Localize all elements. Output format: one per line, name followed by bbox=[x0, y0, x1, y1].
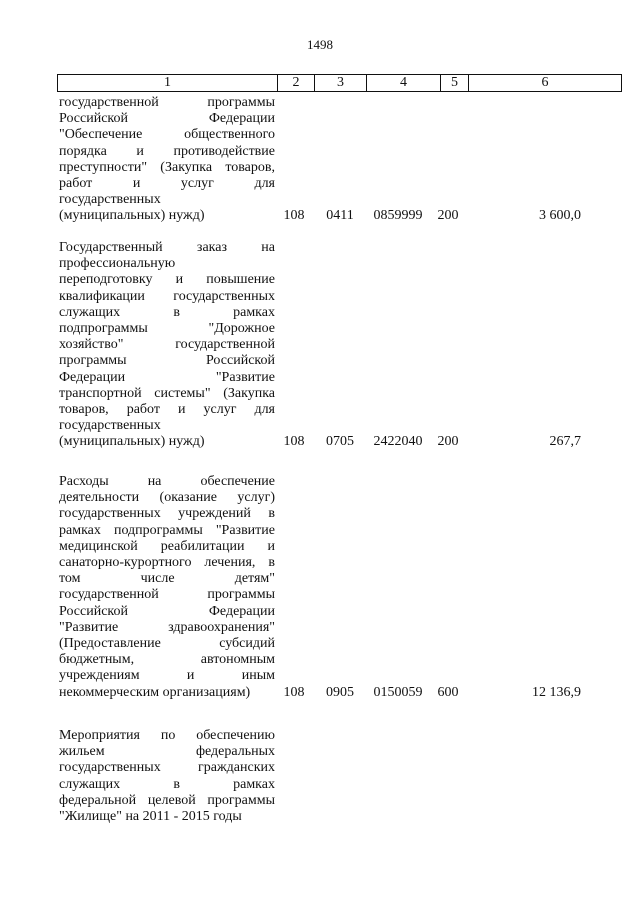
description-line: (Предоставление субсидий bbox=[59, 636, 275, 652]
cell-column-5: 200 bbox=[437, 434, 459, 450]
column-header-4: 4 bbox=[367, 75, 441, 92]
cell-column-3: 0705 bbox=[326, 434, 354, 450]
description-line: "Развитие здравоохранения" bbox=[59, 619, 275, 635]
cell-column-4: 0859999 bbox=[373, 208, 423, 224]
description-line: Государственный заказ на bbox=[59, 240, 275, 255]
description-line: деятельности (оказание услуг) bbox=[59, 490, 275, 506]
description-line: порядка и противодействие bbox=[59, 143, 275, 159]
column-header-5: 5 bbox=[441, 75, 469, 92]
column-header-3: 3 bbox=[315, 75, 367, 92]
description-line: программы Российской bbox=[59, 353, 275, 369]
row-description bbox=[59, 95, 275, 225]
cell-column-6: 267,7 bbox=[549, 434, 581, 450]
description-line: Российской Федерации bbox=[59, 603, 275, 619]
cell-column-3: 0411 bbox=[326, 208, 354, 224]
description-line: бюджетным, автономным bbox=[59, 652, 275, 668]
description-line: федеральной целевой программы bbox=[59, 792, 275, 808]
table-row bbox=[0, 240, 640, 451]
page-number: 1498 bbox=[307, 37, 333, 52]
description-line: государственной программы bbox=[59, 95, 275, 110]
description-line: государственной программы bbox=[59, 587, 275, 603]
description-line: подпрограммы "Дорожное bbox=[59, 321, 275, 337]
cell-column-2: 108 bbox=[283, 208, 305, 224]
description-line: государственных bbox=[59, 192, 161, 208]
description-line: учреждениям и иным bbox=[59, 668, 275, 684]
description-line: транспортной системы" (Закупка bbox=[59, 385, 275, 401]
description-line: (муниципальных) нужд) bbox=[59, 434, 205, 450]
description-line: Российской Федерации bbox=[59, 111, 275, 127]
description-line: некоммерческим организациям) bbox=[59, 684, 251, 700]
description-line: Федерации "Развитие bbox=[59, 369, 275, 385]
description-line: Мероприятия по обеспечению bbox=[59, 728, 275, 743]
column-header-2: 2 bbox=[278, 75, 315, 92]
description-line: Расходы на обеспечение bbox=[59, 474, 275, 489]
column-header-1: 1 bbox=[58, 75, 278, 92]
cell-column-5: 200 bbox=[437, 208, 459, 224]
description-line: преступности" (Закупка товаров, bbox=[59, 159, 275, 175]
column-header-6: 6 bbox=[469, 75, 622, 92]
cell-column-4: 2422040 bbox=[373, 434, 423, 450]
description-line: товаров, работ и услуг для bbox=[59, 402, 275, 418]
description-line: переподготовку и повышение bbox=[59, 272, 275, 288]
description-line: жильем федеральных bbox=[59, 744, 275, 760]
row-description bbox=[59, 474, 275, 701]
description-line: государственных учреждений в bbox=[59, 506, 275, 522]
cell-column-6: 3 600,0 bbox=[539, 208, 581, 224]
column-header-row bbox=[57, 74, 622, 92]
description-line: рамках подпрограммы "Развитие bbox=[59, 522, 275, 538]
cell-column-3: 0905 bbox=[326, 684, 354, 700]
description-line: государственных гражданских bbox=[59, 760, 275, 776]
row-description bbox=[59, 240, 275, 451]
description-line: хозяйство" государственной bbox=[59, 337, 275, 353]
description-line: санаторно-курортного лечения, в bbox=[59, 555, 275, 571]
row-description bbox=[59, 728, 275, 825]
cell-column-5: 600 bbox=[437, 684, 459, 700]
cell-column-4: 0150059 bbox=[373, 684, 423, 700]
description-line: "Обеспечение общественного bbox=[59, 127, 275, 143]
table-row bbox=[0, 728, 640, 825]
cell-column-2: 108 bbox=[283, 434, 305, 450]
description-line: работ и услуг для bbox=[59, 176, 275, 192]
table-row bbox=[0, 95, 640, 225]
table-row bbox=[0, 474, 640, 701]
description-line: квалификации государственных bbox=[59, 288, 275, 304]
description-line: "Жилище" на 2011 - 2015 годы bbox=[59, 809, 242, 825]
cell-column-2: 108 bbox=[283, 684, 305, 700]
cell-column-6: 12 136,9 bbox=[532, 684, 581, 700]
description-line: служащих в рамках bbox=[59, 304, 275, 320]
description-line: том числе детям" bbox=[59, 571, 275, 587]
description-line: государственных bbox=[59, 418, 161, 434]
description-line: медицинской реабилитации и bbox=[59, 538, 275, 554]
description-line: (муниципальных) нужд) bbox=[59, 208, 205, 224]
description-line: профессиональную bbox=[59, 256, 176, 272]
description-line: служащих в рамках bbox=[59, 776, 275, 792]
